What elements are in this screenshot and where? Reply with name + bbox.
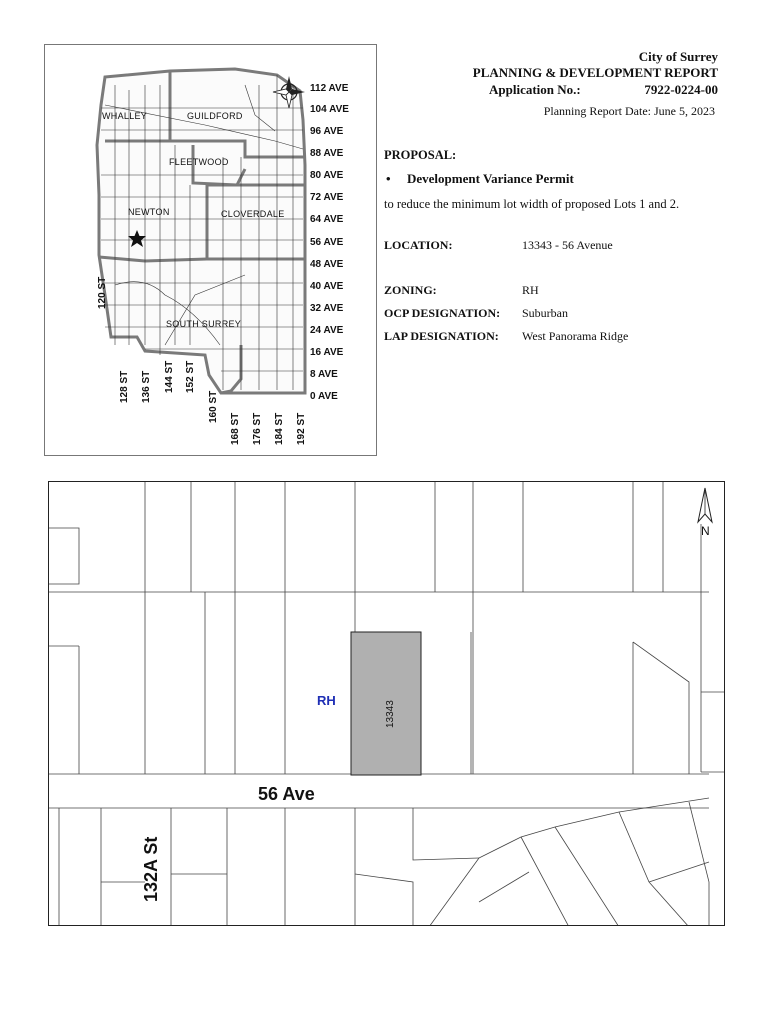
area-label-whalley: WHALLEY bbox=[102, 111, 148, 121]
avenue-label: 0 AVE bbox=[310, 391, 338, 402]
city-name: City of Surrey bbox=[638, 49, 718, 64]
area-label-south-surrey: SOUTH SURREY bbox=[166, 319, 242, 329]
lap-value: West Panorama Ridge bbox=[522, 329, 629, 343]
street-label: 152 ST bbox=[185, 360, 196, 393]
proposal-description: to reduce the minimum lot width of proposed Lots 1 and 2. bbox=[384, 197, 680, 211]
avenue-label: 56 AVE bbox=[310, 237, 344, 248]
application-number: 7922-0224-00 bbox=[644, 82, 718, 97]
location-value: 13343 - 56 Avenue bbox=[522, 238, 613, 252]
site-map bbox=[48, 481, 725, 926]
street-label: 144 ST bbox=[164, 360, 175, 393]
street-label: 120 ST bbox=[97, 276, 108, 309]
location-label: LOCATION: bbox=[384, 238, 453, 252]
street-label: 168 ST bbox=[230, 412, 241, 445]
street-label-132a-st: 132A St bbox=[141, 836, 161, 902]
zoning-label: ZONING: bbox=[384, 283, 437, 297]
street-label: 176 ST bbox=[252, 412, 263, 445]
report-title: PLANNING & DEVELOPMENT REPORT bbox=[472, 65, 718, 80]
avenue-labels bbox=[310, 83, 349, 402]
street-label: 128 ST bbox=[119, 370, 130, 403]
ocp-label: OCP DESIGNATION: bbox=[384, 306, 501, 320]
avenue-label: 112 AVE bbox=[310, 83, 349, 94]
site-map-graphic bbox=[49, 482, 725, 926]
street-label: 184 ST bbox=[274, 412, 285, 445]
zone-label: RH bbox=[317, 693, 336, 708]
area-label-fleetwood: FLEETWOOD bbox=[169, 157, 229, 167]
avenue-label: 88 AVE bbox=[310, 148, 344, 159]
street-label: 136 ST bbox=[141, 370, 152, 403]
lap-label: LAP DESIGNATION: bbox=[384, 329, 499, 343]
avenue-label: 80 AVE bbox=[310, 170, 344, 181]
avenue-label: 64 AVE bbox=[310, 214, 344, 225]
avenue-label: 48 AVE bbox=[310, 259, 344, 270]
key-map-graphic bbox=[45, 45, 378, 457]
application-label: Application No.: bbox=[489, 82, 581, 97]
street-label: 160 ST bbox=[208, 390, 219, 423]
key-map bbox=[44, 44, 377, 456]
zoning-value: RH bbox=[522, 283, 539, 297]
north-arrow-icon bbox=[698, 488, 712, 522]
avenue-label: 16 AVE bbox=[310, 347, 344, 358]
area-label-cloverdale: CLOVERDALE bbox=[221, 209, 285, 219]
bullet-icon: • bbox=[386, 171, 391, 186]
parcel-label: 13343 bbox=[385, 700, 396, 728]
avenue-label: 96 AVE bbox=[310, 126, 344, 137]
proposal-heading: PROPOSAL: bbox=[384, 148, 457, 162]
proposal-item: Development Variance Permit bbox=[407, 171, 574, 186]
avenue-label: 104 AVE bbox=[310, 104, 349, 115]
avenue-label: 8 AVE bbox=[310, 369, 338, 380]
north-label: N bbox=[701, 524, 710, 538]
area-label-guildford: GUILDFORD bbox=[187, 111, 243, 121]
area-label-newton: NEWTON bbox=[128, 207, 170, 217]
avenue-label: 32 AVE bbox=[310, 303, 344, 314]
avenue-label: 40 AVE bbox=[310, 281, 344, 292]
street-label-56-ave: 56 Ave bbox=[258, 784, 315, 804]
avenue-label: 24 AVE bbox=[310, 325, 344, 336]
report-date: Planning Report Date: June 5, 2023 bbox=[543, 104, 715, 118]
avenue-label: 72 AVE bbox=[310, 192, 344, 203]
ocp-value: Suburban bbox=[522, 306, 568, 320]
street-label: 192 ST bbox=[296, 412, 307, 445]
